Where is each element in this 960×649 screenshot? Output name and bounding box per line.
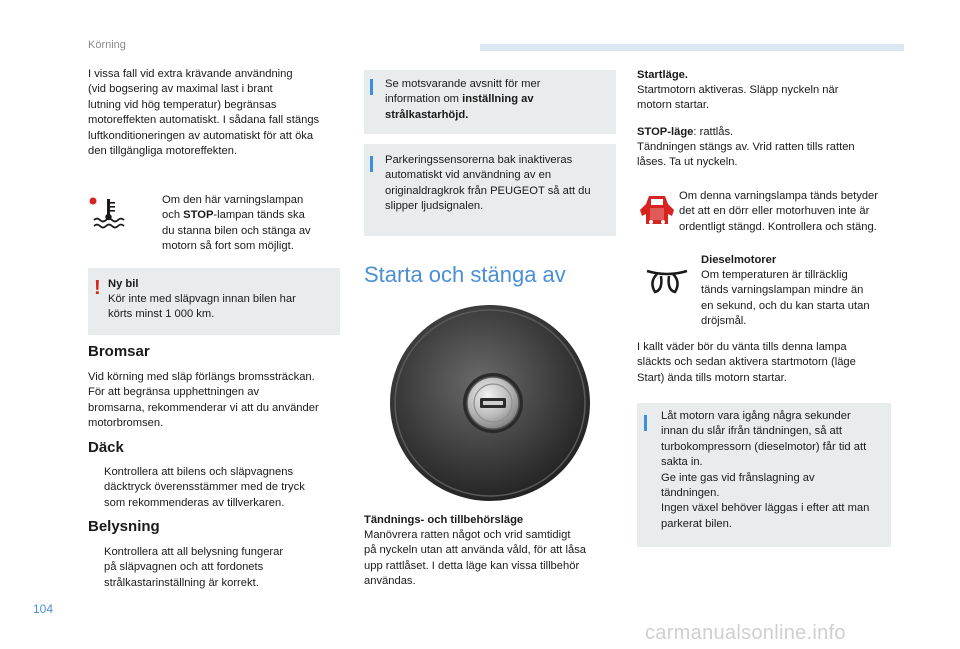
tyres-body: Kontrollera att bilens och släpvagnens däcktryck överensstämmer med de tryck som rekommenderas av tillverkaren. — [104, 466, 305, 509]
page-number: 104 — [33, 602, 54, 616]
diesel-title: Dieselmotorer — [701, 254, 777, 266]
parking-sensor-info-text: Parkeringssensorerna bak inaktiveras automatiskt vid användning av en originaldragkrok från PEUGEOT så att du slipper ljudsignalen. — [385, 154, 591, 213]
warning-exclamation-icon: ! — [94, 277, 101, 299]
info-marker — [370, 156, 373, 172]
notice-body: Kör inte med släpvagn innan bilen har körts minst 1 000 km. — [108, 293, 296, 321]
lighting-body: Kontrollera att all belysning fungerar på släpvagnen och att fordonets strålkastarinställning är korrekt. — [104, 546, 284, 589]
headlamp-info-box — [364, 70, 616, 134]
stop-position-line: STOP-läge: rattlås. — [637, 126, 734, 138]
tyres-heading: Däck — [88, 439, 124, 456]
header-section-label: Körning — [88, 39, 126, 51]
door-open-icon — [637, 190, 677, 230]
ignition-title: Tändnings- och tillbehörsläge — [364, 514, 524, 526]
parking-sensor-info-box — [364, 144, 616, 236]
turbo-info-box — [637, 403, 891, 547]
start-position-body: Startmotorn aktiveras. Släpp nyckeln när motorn startar. — [637, 84, 839, 112]
notice-title: Ny bil — [108, 278, 139, 290]
header-accent-bar — [480, 44, 904, 51]
new-car-notice-box — [88, 268, 340, 335]
coolant-temperature-icon — [88, 193, 128, 233]
info-marker — [644, 415, 647, 431]
ignition-lock-illustration — [380, 298, 600, 508]
info-marker — [370, 79, 373, 95]
brakes-heading: Bromsar — [88, 343, 150, 360]
ignition-body: Manövrera ratten något och vrid samtidigt på nyckeln utan att använda våld, för att låsa upp rattlåset. I detta läge kan vissa tillbehör användas. — [364, 529, 587, 588]
door-lamp-text: Om denna varningslampa tänds betyder det att en dörr eller motorhuven inte är ordentligt stängd. Kontrollera och stäng. — [679, 190, 879, 233]
stop-position-body: Tändningen stängs av. Vrid ratten tills ratten låses. Ta ut nyckeln. — [637, 141, 855, 169]
brakes-body: Vid körning med släp förlängs bromssträckan. För att begränsa upphettningen av bromsarna, rekommenderar vi att du använder motorbromsen. — [88, 371, 319, 430]
cold-weather-text: I kallt väder bör du vänta tills denna lampa släckts och sedan aktivera startmotorn (läge Start) ända tills motorn startar. — [637, 341, 856, 384]
headlamp-info-text: Se motsvarande avsnitt för mer information om inställning av strålkastarhöjd. — [385, 78, 541, 121]
start-position-title: Startläge. — [637, 69, 688, 81]
diesel-text: Om temperaturen är tillräcklig tänds varningslampan mindre än en sekund, och du kan starta utan dröjsmål. — [701, 269, 870, 328]
coolant-warning-text: Om den här varningslampan och STOP-lampan tänds ska du stanna bilen och stänga av motorn så fort som möjligt. — [162, 194, 311, 253]
glow-plug-icon — [643, 266, 691, 296]
turbo-info-text: Låt motorn vara igång några sekunder innan du slår ifrån tändningen, så att turbokompressorn (dieselmotor) får tid att sakta in. Ge inte gas vid frånslagning av tändningen. Ingen växel behöver läggas i efter att man parkerat bilen. — [661, 410, 870, 530]
lighting-heading: Belysning — [88, 518, 160, 535]
intro-paragraph: I vissa fall vid extra krävande användning (vid bogsering av maximal last i brant lutning vid hög temperatur) begränsas motoreffekten automatiskt. I sådana fall stängs luftkonditioneringen av automatiskt för att öka den tillgängliga motoreffekten. — [88, 68, 320, 158]
section-title: Starta och stänga av — [364, 262, 566, 287]
watermark: carmanualsonline.info — [645, 622, 846, 644]
